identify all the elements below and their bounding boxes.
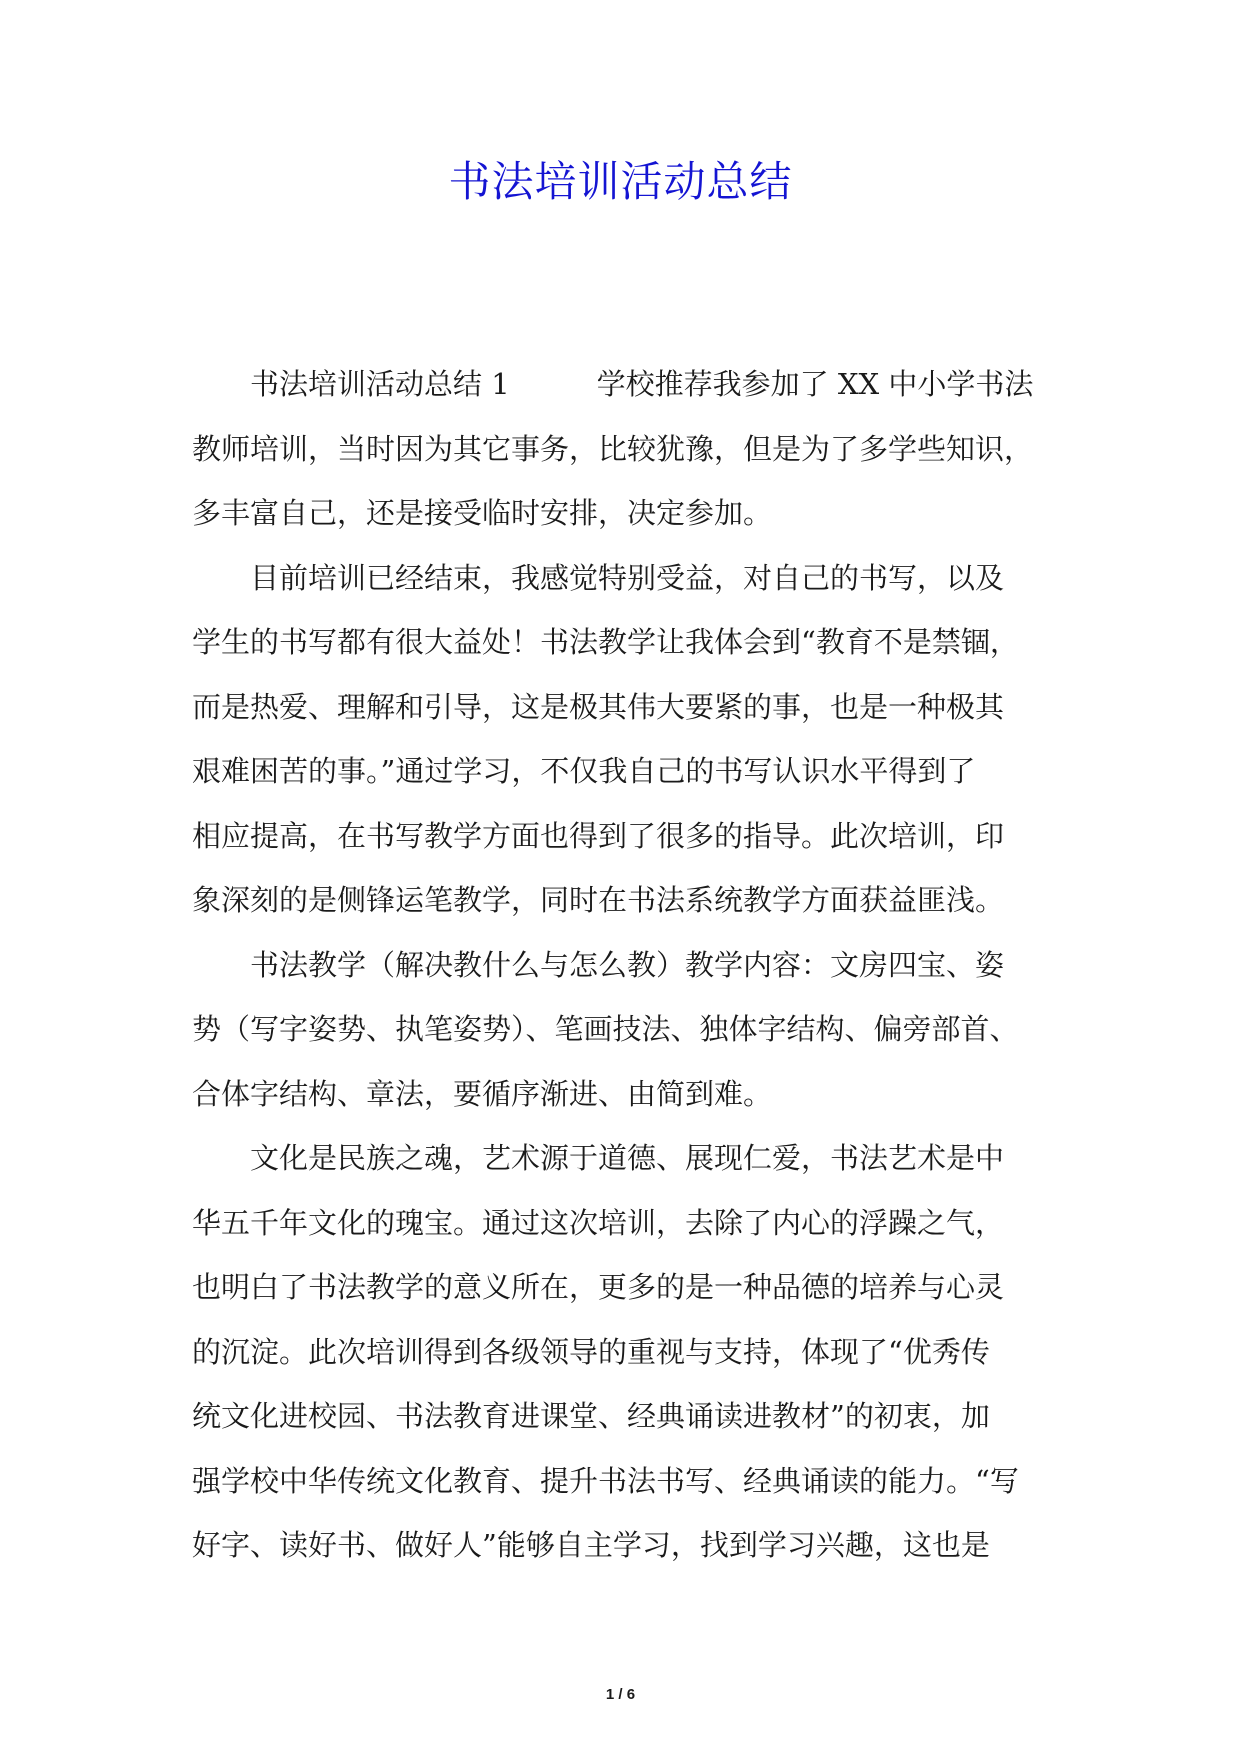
paragraph-1 (192, 352, 1052, 546)
text-line: 书法培训活动总结 1 学校推荐我参加了 XX 中小学书法 (250, 367, 1034, 401)
text-line: 文化是民族之魂，艺术源于道德、展现仁爱，书法艺术是中 (250, 1141, 1005, 1175)
text-line: 好字、读好书、做好人”能够自主学习，找到学习兴趣，这也是 (192, 1528, 990, 1562)
text-line: 相应提高，在书写教学方面也得到了很多的指导。此次培训，印 (192, 818, 1005, 853)
text-line: 也明白了书法教学的意义所在，更多的是一种品德的培养与心灵 (192, 1270, 1005, 1304)
text-line: 书法教学（解决教什么与怎么教）教学内容：文房四宝、姿 (250, 947, 1005, 982)
text-line: 艰难困苦的事。”通过学习，不仅我自己的书写认识水平得到了 (192, 754, 976, 788)
text-line: 华五千年文化的瑰宝。通过这次培训，去除了内心的浮躁之气， (192, 1205, 1005, 1240)
text-line: 学生的书写都有很大益处！书法教学让我体会到“教育不是禁锢， (192, 625, 1019, 659)
paragraph-4 (192, 1126, 1052, 1578)
document-body (192, 352, 1052, 1578)
text-line: 势（写字姿势、执笔姿势）、笔画技法、独体字结构、偏旁部首、 (192, 1012, 1019, 1046)
document-title: 书法培训活动总结 (448, 157, 793, 206)
text-line: 的沉淀。此次培训得到各级领导的重视与支持，体现了“优秀传 (192, 1334, 990, 1369)
text-line: 强学校中华传统文化教育、提升书法书写、经典诵读的能力。“写 (192, 1463, 1019, 1498)
text-line: 而是热爱、理解和引导，这是极其伟大要紧的事，也是一种极其 (192, 689, 1005, 724)
text-line: 教师培训，当时因为其它事务，比较犹豫，但是为了多学些知识， (192, 431, 1034, 466)
text-line: 多丰富自己，还是接受临时安排，决定参加。 (192, 496, 773, 530)
text-line: 统文化进校园、书法教育进课堂、经典诵读进教材”的初衷，加 (192, 1399, 990, 1433)
text-line: 合体字结构、章法，要循序渐进、由简到难。 (192, 1076, 773, 1111)
paragraph-3 (192, 933, 1052, 1127)
text-line: 目前培训已经结束，我感觉特别受益，对自己的书写，以及 (250, 560, 1005, 595)
page-number: 1 / 6 (605, 1686, 636, 1703)
text-line: 象深刻的是侧锋运笔教学，同时在书法系统教学方面获益匪浅。 (192, 883, 1005, 917)
paragraph-2 (192, 546, 1052, 933)
